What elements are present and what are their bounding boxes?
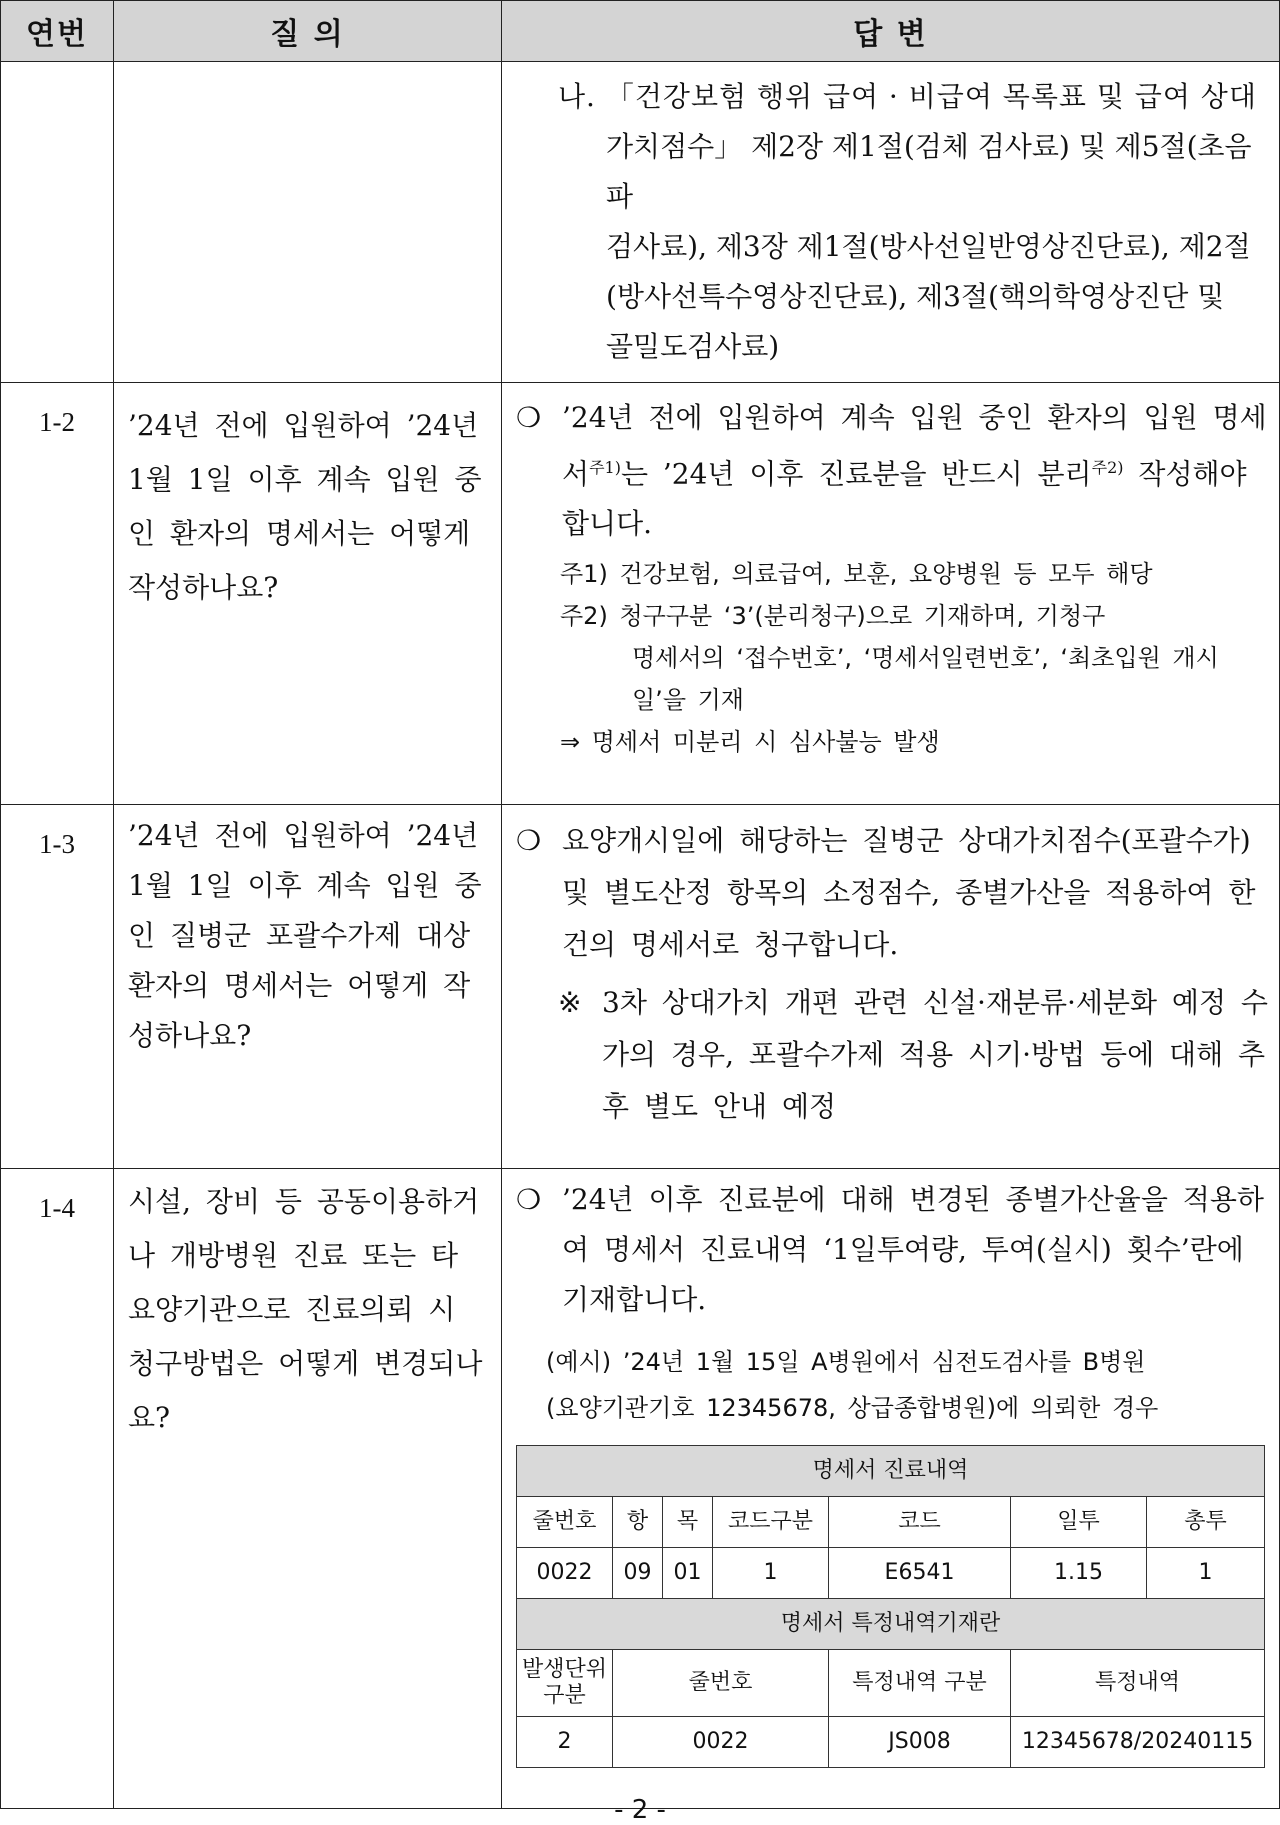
answer-cell	[502, 383, 1280, 805]
col-header: 특정내역 구분	[829, 1650, 1011, 1717]
answer-cell	[502, 805, 1280, 1169]
circle-bullet-icon: ❍	[516, 824, 542, 857]
cell: 1.15	[1011, 1548, 1147, 1599]
header-answer: 답 변	[502, 1, 1280, 62]
example-line: (요양기관기호 12345678, 상급종합병원)에 의뢰한 경우	[546, 1394, 1159, 1422]
arrow-note: ⇒ 명세서 미분리 시 심사불능 발생	[560, 728, 940, 757]
header-question: 질 의	[114, 1, 502, 62]
answer-paragraph	[516, 393, 1269, 549]
special-title: 명세서 특정내역기재란	[517, 1599, 1265, 1650]
row-number: 1-4	[1, 1169, 114, 1809]
col-header: 항	[613, 1497, 663, 1548]
col-header: 줄번호	[613, 1650, 829, 1717]
row0-num	[1, 62, 114, 383]
page-number: - 2 -	[614, 1795, 666, 1825]
question-text: 시설, 장비 등 공동이용하거나 개방병원 진료 또는 타 요양기관으로 진료의뢰 시 청구방법은 어떻게 변경되나요?	[114, 1169, 502, 1809]
cell: 1	[1147, 1548, 1265, 1599]
cell: E6541	[829, 1548, 1011, 1599]
answer-text: ’24년 이후 진료분에 대해 변경된 종별가산율을 적용하여 명세서 진료내역 ‘1일투여량, 투여(실시) 횟수’란에 기재합니다.	[562, 1183, 1264, 1316]
cell: 01	[663, 1548, 713, 1599]
cell: 09	[613, 1548, 663, 1599]
note-2-continued: 명세서의 ‘접수번호’, ‘명세서일련번호’, ‘최초입원 개시일’을 기재	[632, 644, 1219, 715]
answer-paragraph	[516, 815, 1269, 971]
row0-answer-line: (방사선특수영상진단료), 제3절(핵의학영상진단 및	[606, 280, 1225, 313]
row0-answer-line: 가치점수」 제2장 제1절(검체 검사료) 및 제5절(초음파	[606, 130, 1252, 213]
header-row	[1, 1, 1280, 62]
note-1: 주1) 건강보험, 의료급여, 보훈, 요양병원 등 모두 해당	[560, 560, 1153, 589]
row-number: 1-3	[1, 805, 114, 1169]
question-text: ’24년 전에 입원하여 ’24년 1월 1일 이후 계속 입원 중인 질병군 포괄수가제 대상 환자의 명세서는 어떻게 작성하나요?	[114, 805, 502, 1169]
detail-title: 명세서 진료내역	[517, 1446, 1265, 1497]
row0-question	[114, 62, 502, 383]
note-2: 주2) 청구구분 ‘3’(분리청구)으로 기재하며, 기청구	[560, 602, 1106, 631]
cell: 0022	[517, 1548, 613, 1599]
answer-cell	[502, 1169, 1280, 1809]
table-row-continued	[1, 62, 1280, 383]
claim-detail-table	[516, 1445, 1265, 1768]
col-header: 코드	[829, 1497, 1011, 1548]
row0-answer	[502, 62, 1280, 383]
answer-text: 작성해야 합니다.	[562, 457, 1247, 541]
circle-bullet-icon: ❍	[516, 401, 542, 434]
table-row-1-4	[1, 1169, 1280, 1809]
col-header: 일투	[1011, 1497, 1147, 1548]
answer-text: 는 ’24년 이후 진료분을 반드시 분리	[620, 457, 1092, 491]
answer-text: 요양개시일에 해당하는 질병군 상대가치점수(포괄수가) 및 별도산정 항목의 소정점수, 종별가산을 적용하여 한 건의 명세서로 청구합니다.	[562, 824, 1256, 961]
cell: 2	[517, 1717, 613, 1768]
question-text: ’24년 전에 입원하여 ’24년 1월 1일 이후 계속 입원 중인 환자의 명세서는 어떻게 작성하나요?	[114, 383, 502, 805]
example-line: (예시) ’24년 1월 15일 A병원에서 심전도검사를 B병원	[546, 1348, 1146, 1376]
footnote-ref: 주2)	[1091, 458, 1124, 477]
row0-answer-line: 골밀도검사료)	[606, 330, 780, 363]
col-header: 발생단위 구분	[517, 1650, 613, 1717]
circle-bullet-icon: ❍	[516, 1183, 542, 1216]
col-header: 총투	[1147, 1497, 1265, 1548]
cell: 0022	[613, 1717, 829, 1768]
row0-answer-line: 검사료), 제3장 제1절(방사선일반영상진단료), 제2절	[606, 230, 1251, 263]
header-num: 연번	[1, 1, 114, 62]
col-header: 코드구분	[713, 1497, 829, 1548]
cell: JS008	[829, 1717, 1011, 1768]
reference-mark-icon: ※	[558, 986, 582, 1019]
answer-paragraph	[516, 1175, 1269, 1325]
col-header: 목	[663, 1497, 713, 1548]
row-number: 1-2	[1, 383, 114, 805]
footnote-ref: 주1)	[589, 458, 621, 477]
cell: 1	[713, 1548, 829, 1599]
cell: 12345678/20240115	[1011, 1717, 1265, 1768]
col-header: 줄번호	[517, 1497, 613, 1548]
answer-text: ’24년 전에 입원하여 계속 입원 중인 환자의 입원 명세서	[562, 401, 1267, 491]
reference-note	[516, 977, 1269, 1133]
table-row-1-3	[1, 805, 1280, 1169]
reference-text: 3차 상대가치 개편 관련 신설·재분류·세분화 예정 수가의 경우, 포괄수가제 적용 시기·방법 등에 대해 추후 별도 안내 예정	[602, 986, 1268, 1123]
col-header: 특정내역	[1011, 1650, 1265, 1717]
row0-answer-line: 나. 「건강보험 행위 급여 · 비급여 목록표 및 급여 상대	[558, 80, 1257, 113]
table-row-1-2	[1, 383, 1280, 805]
